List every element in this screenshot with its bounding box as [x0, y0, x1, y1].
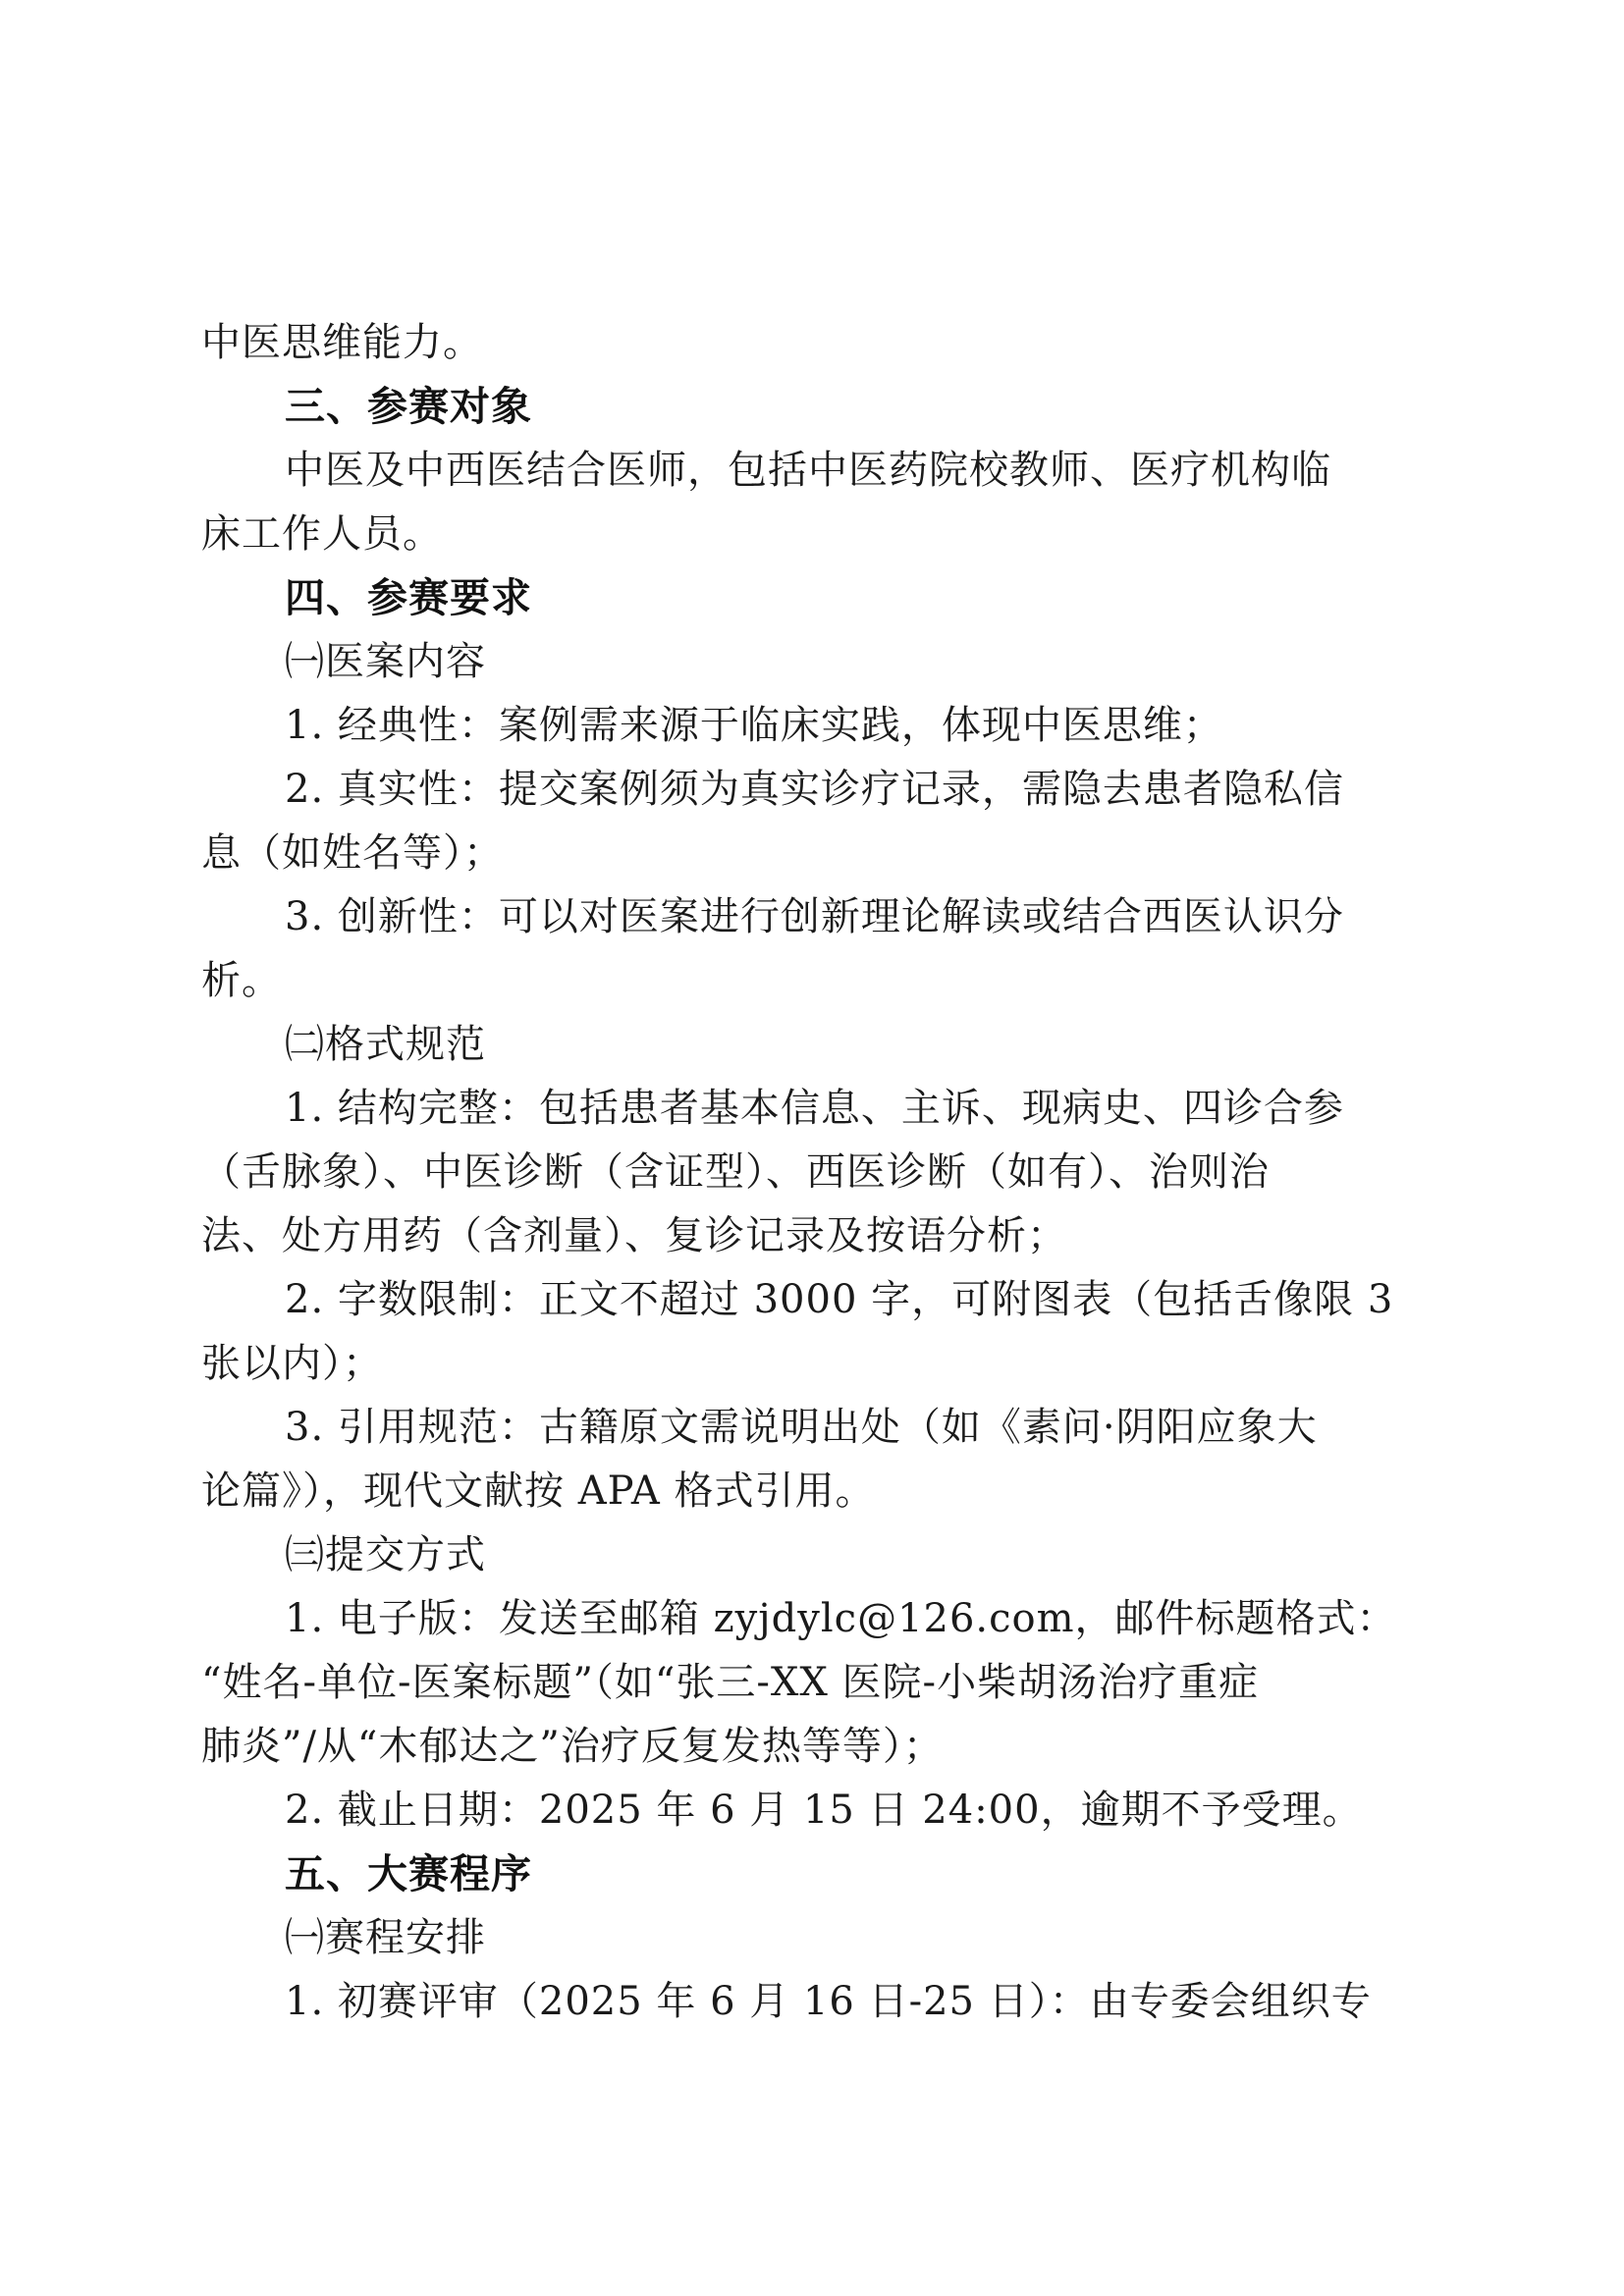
list-item-continuation-line: 法、处方用药（含剂量）、复诊记录及按语分析；	[201, 1213, 1067, 1258]
paragraph-line: 中医及中西医结合医师，包括中医药院校教师、医疗机构临	[285, 448, 1331, 493]
list-item-line: 1. 经典性：案例需来源于临床实践，体现中医思维；	[285, 703, 1223, 748]
section-heading-5: 五、大赛程序	[285, 1850, 532, 1897]
list-item-continuation-line: 论篇》），现代文献按 APA 格式引用。	[201, 1468, 876, 1514]
subsection-heading-content: ㈠医案内容	[285, 639, 486, 684]
list-item-line: 2. 真实性：提交案例须为真实诊疗记录，需隐去患者隐私信	[285, 767, 1344, 812]
section-heading-4: 四、参赛要求	[285, 574, 532, 621]
section-heading-3: 三、参赛对象	[285, 383, 532, 430]
list-item-continuation-line: （舌脉象）、中医诊断（含证型）、西医诊断（如有）、治则治	[201, 1149, 1270, 1195]
list-item-line: 2. 截止日期：2025 年 6 月 15 日 24:00，逾期不予受理。	[285, 1788, 1363, 1833]
list-item-continuation-line: “姓名-单位-医案标题”（如“张三-XX 医院-小柴胡汤治疗重症	[201, 1660, 1260, 1705]
list-item-continuation-line: 息（如姓名等）；	[201, 830, 504, 876]
subsection-heading-format: ㈡格式规范	[285, 1022, 486, 1067]
list-item-line: 3. 创新性：可以对医案进行创新理论解读或结合西医认识分	[285, 894, 1344, 939]
list-item-continuation-line: 析。	[201, 958, 282, 1003]
list-item-continuation-line: 张以内）；	[201, 1341, 383, 1386]
list-item-line: 3. 引用规范：古籍原文需说明出处（如《素问·阴阳应象大	[285, 1405, 1318, 1450]
subsection-heading-submission: ㈢提交方式	[285, 1532, 486, 1577]
list-item-line: 1. 电子版：发送至邮箱 zyjdylc@126.com，邮件标题格式：	[285, 1596, 1397, 1641]
subsection-heading-schedule: ㈠赛程安排	[285, 1915, 486, 1960]
list-item-continuation-line: 肺炎”/从“木郁达之”治疗反复发热等等）；	[201, 1724, 944, 1769]
paragraph-continuation-line: 床工作人员。	[201, 511, 443, 557]
list-item-line: 1. 初赛评审（2025 年 6 月 16 日-25 日）：由专委会组织专	[285, 1979, 1372, 2024]
paragraph-continuation-line: 中医思维能力。	[201, 320, 483, 365]
list-item-line: 2. 字数限制：正文不超过 3000 字，可附图表（包括舌像限 3	[285, 1277, 1394, 1322]
list-item-line: 1. 结构完整：包括患者基本信息、主诉、现病史、四诊合参	[285, 1086, 1344, 1131]
